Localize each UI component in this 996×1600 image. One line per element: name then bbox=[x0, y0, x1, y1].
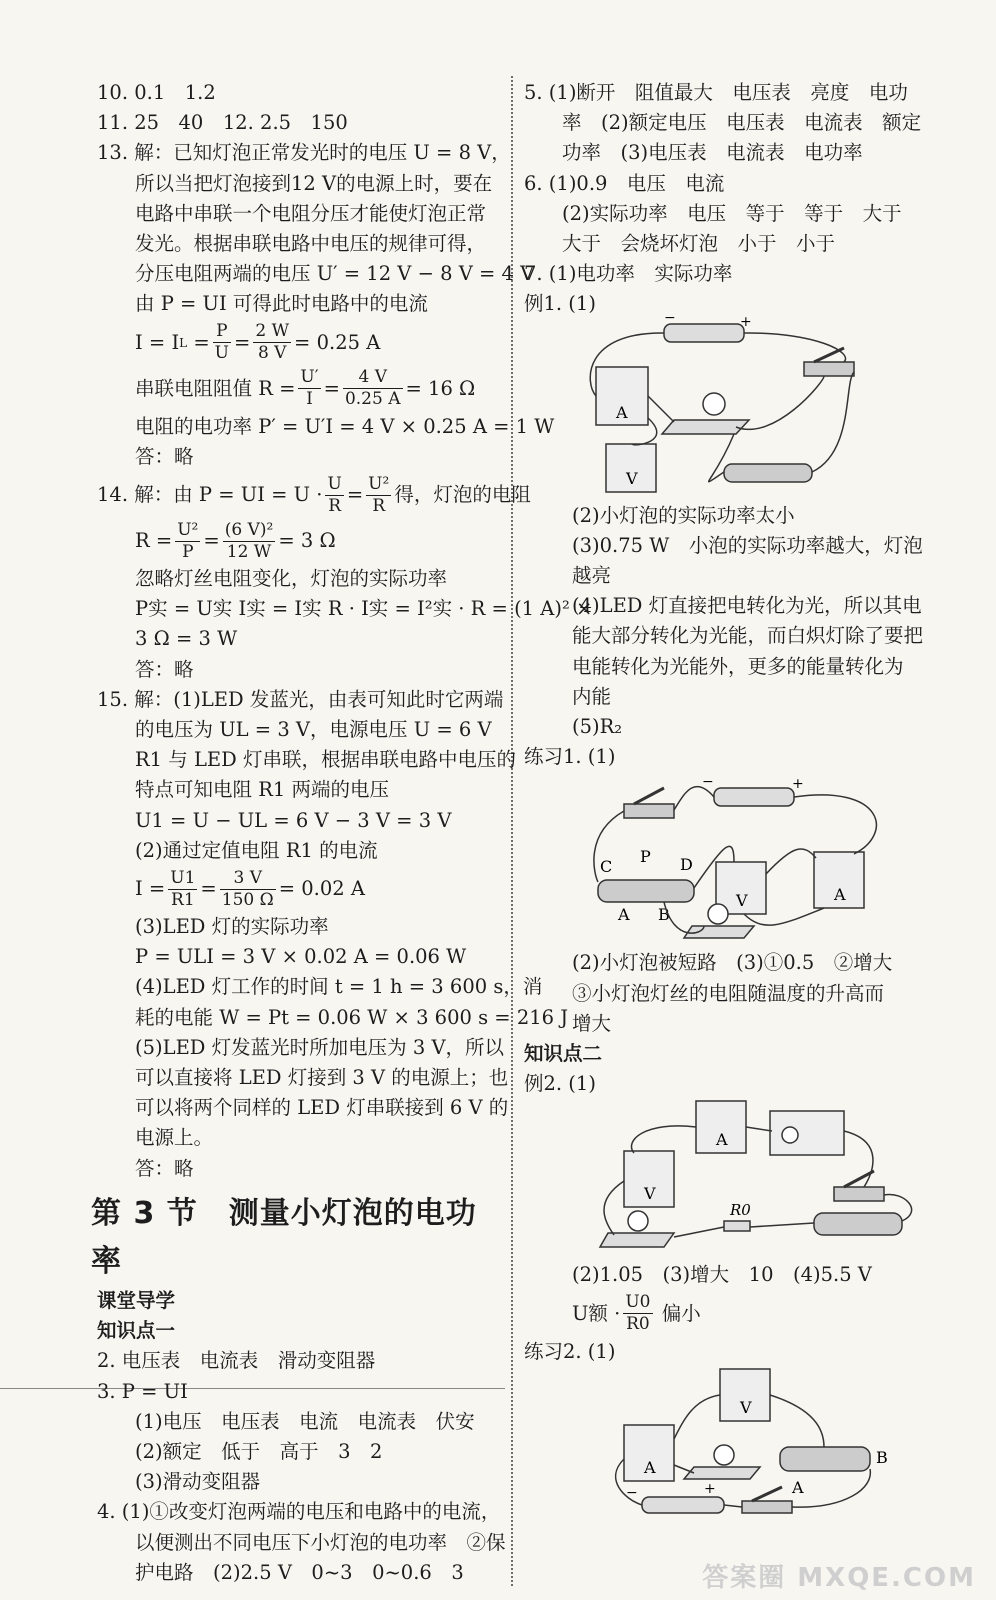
circuit-figure-practice-1 bbox=[524, 774, 949, 944]
fraction: U0 R0 bbox=[625, 1292, 651, 1335]
fraction: $\frac{\text{(6 V)²}}{12 W}$ bbox=[224, 519, 274, 562]
board-icon bbox=[662, 420, 749, 434]
example-1-answer-3: 越亮 bbox=[572, 564, 612, 588]
watermark-logo: 答案圈 MXQE.COM bbox=[702, 1563, 976, 1593]
switch-icon bbox=[804, 362, 854, 376]
column-divider bbox=[511, 76, 513, 1586]
practice-2-label: 练习2. (1) bbox=[524, 1339, 616, 1363]
terminal-a-label: A bbox=[792, 1477, 804, 1497]
terminal-plus-label: + bbox=[704, 1480, 716, 1497]
answer-15-line: 电源上。 bbox=[135, 1126, 214, 1150]
rheostat-icon bbox=[780, 1447, 870, 1471]
switch-lever-icon bbox=[634, 788, 664, 804]
answer-3-1: (1)电压 电压表 电流 电流表 伏安 bbox=[135, 1409, 475, 1433]
answer-15-line: 可以直接将 LED 灯接到 3 V 的电源上；也 bbox=[135, 1066, 509, 1090]
terminal-c-label: C bbox=[600, 857, 613, 877]
bulb-icon bbox=[708, 904, 728, 924]
circuit-figure-example-1 bbox=[524, 309, 949, 497]
answer-15-line: (4)LED 灯工作的时间 t = 1 h = 3 600 s，消 bbox=[135, 975, 543, 999]
answer-omitted: 答：略 bbox=[135, 444, 194, 468]
switch-lever-icon bbox=[752, 1487, 782, 1501]
circuit-diagram bbox=[524, 1369, 949, 1519]
example-1-answer-2: (2)小灯泡的实际功率太小 bbox=[572, 503, 795, 527]
answer-13-line: 电阻的电功率 P′ = U′I = 4 V × 0.25 A = 1 W bbox=[135, 414, 555, 438]
answer-15-line: 15. 解：(1)LED 发蓝光，由表可知此时它两端 bbox=[97, 687, 504, 711]
resistor-r0-label: R0 bbox=[730, 1201, 751, 1220]
rheostat-icon bbox=[724, 464, 812, 482]
example-1-answer-4: 电能转化为光能外，更多的能量转化为 bbox=[572, 654, 904, 678]
example-1-label: 例1. (1) bbox=[524, 292, 596, 316]
voltmeter-label: V bbox=[626, 468, 638, 488]
board-icon bbox=[684, 1467, 760, 1479]
answer-3-3: (3)滑动变阻器 bbox=[135, 1470, 261, 1494]
answer-omitted: 答：略 bbox=[135, 1156, 194, 1180]
subsection-classroom: 课堂导学 bbox=[97, 1288, 176, 1312]
board-icon bbox=[684, 926, 754, 938]
switch-icon bbox=[742, 1501, 792, 1513]
answer-7-line: 7. (1)电功率 实际功率 bbox=[524, 262, 733, 286]
fraction: P U bbox=[214, 321, 229, 364]
knowledge-point-2: 知识点二 bbox=[524, 1042, 603, 1066]
formula-bulb-resistance: R = $\frac{\text{U²}}{P}$ = $\frac{\text{(6 V)²}}{12 W}$ = 3 Ω bbox=[135, 519, 336, 562]
formula-current: I = I L = P U = $\frac{2 W}{8 V}$ = 0.25 A bbox=[135, 321, 381, 364]
terminal-minus-label: − bbox=[626, 1484, 638, 1501]
battery-icon bbox=[664, 324, 744, 342]
voltmeter-label: V bbox=[736, 891, 748, 911]
bulb-icon bbox=[628, 1211, 648, 1231]
resistor-icon bbox=[724, 1221, 750, 1231]
fraction: U R bbox=[327, 473, 342, 516]
answer-6-line: (2)实际功率 电压 等于 等于 大于 bbox=[562, 201, 902, 225]
fraction: $\frac{U1}{R1}$ bbox=[170, 867, 196, 910]
ammeter-label: A bbox=[644, 1457, 656, 1477]
fraction: $\frac{\text{U²}}{P}$ bbox=[177, 519, 199, 562]
answer-5-line: 功率 (3)电压表 电流表 电功率 bbox=[562, 141, 863, 165]
right-column bbox=[524, 78, 949, 1523]
knowledge-point-1: 知识点一 bbox=[97, 1319, 176, 1343]
knob-icon bbox=[782, 1127, 798, 1143]
answer-2: 2. 电压表 电流表 滑动变阻器 bbox=[97, 1349, 376, 1373]
answer-13-line: 所以当把灯泡接到12 V的电源上时，要在 bbox=[135, 171, 493, 195]
answer-15-line: (5)LED 灯发蓝光时所加电压为 3 V，所以 bbox=[135, 1035, 505, 1059]
answer-15-line: R1 与 LED 灯串联，根据串联电路中电压的 bbox=[135, 748, 517, 772]
answer-15-line: (3)LED 灯的实际功率 bbox=[135, 915, 329, 939]
example-2-answers: (2)1.05 (3)增大 10 (4)5.5 V bbox=[572, 1263, 872, 1287]
voltmeter-label: V bbox=[740, 1397, 752, 1417]
example-1-answer-4: 内能 bbox=[572, 684, 612, 708]
answer-6-line: 6. (1)0.9 电压 电流 bbox=[524, 171, 725, 195]
circuit-diagram bbox=[524, 774, 949, 944]
answer-14-line: P实 = U实 I实 = I实 R · I实 = I²实 · R = (1 A)² × bbox=[135, 597, 593, 621]
terminal-plus-label: + bbox=[792, 776, 804, 793]
answer-14-formula: 14. 解：由 P = UI = U · U R = U² R 得，灯泡的电阻 bbox=[97, 473, 531, 516]
answer-13-line: 由 P = UI 可得此时电路中的电流 bbox=[135, 292, 428, 316]
terminal-minus-label: − bbox=[702, 774, 714, 791]
answer-5-line: 5. (1)断开 阻值最大 电压表 亮度 电功 bbox=[524, 81, 908, 104]
terminal-d-label: D bbox=[680, 855, 693, 875]
terminal-a-label: A bbox=[618, 905, 630, 925]
answer-15-line: 可以将两个同样的 LED 灯串联接到 6 V 的 bbox=[135, 1096, 509, 1120]
terminal-b-label: B bbox=[876, 1447, 888, 1467]
fraction: $\frac{3 V}{150 \Omega}$ bbox=[221, 867, 274, 910]
answer-6-line: 大于 会烧坏灯泡 小于 小于 bbox=[562, 232, 836, 256]
answer-13-line: 发光。根据串联电路中电压的规律可得， bbox=[135, 232, 487, 256]
bulb-icon bbox=[703, 393, 725, 415]
example-1-answer-5: (5)R₂ bbox=[572, 715, 623, 739]
answer-4-line: 以便测出不同电压下小灯泡的电功率 ②保 bbox=[135, 1530, 506, 1554]
practice-1-answer-3: 增大 bbox=[572, 1011, 612, 1035]
answer-14-line: 忽略灯丝电阻变化，灯泡的实际功率 bbox=[135, 567, 448, 591]
rheostat-icon bbox=[814, 1213, 902, 1235]
switch-icon bbox=[624, 804, 674, 818]
ammeter-label: A bbox=[616, 402, 628, 422]
answer-13-line: 13. 解：已知灯泡正常发光时的电压 U = 8 V， bbox=[97, 141, 511, 165]
rheostat-icon bbox=[598, 880, 694, 902]
answer-4-line: 护电路 (2)2.5 V 0~3 0~0.6 3 bbox=[135, 1560, 464, 1584]
slider-p-label: P bbox=[640, 847, 651, 867]
answer-15-line: 的电压为 UL = 3 V，电源电压 U = 6 V bbox=[135, 718, 492, 742]
answer-10: 10. 0.1 1.2 bbox=[97, 81, 216, 104]
answer-15-line: 耗的电能 W = Pt = 0.06 W × 3 600 s = 216 J bbox=[135, 1005, 569, 1029]
formula-r1-current: I = $\frac{U1}{R1}$ = $\frac{3 V}{150 \Omega}$ = 0.02 A bbox=[135, 867, 365, 910]
example-1-answer-4: 能大部分转化为光能，而白炽灯除了要把 bbox=[572, 624, 924, 648]
board-icon bbox=[600, 1233, 674, 1247]
section-title: 第 3 节 测量小灯泡的电功率 bbox=[91, 1195, 477, 1279]
terminal-minus-label: − bbox=[664, 309, 676, 326]
power-supply-icon bbox=[770, 1111, 844, 1155]
ammeter-label: A bbox=[716, 1130, 728, 1150]
fraction: $\frac{2 W}{8 V}$ bbox=[255, 321, 290, 364]
fraction: $\frac{U'}{I}$ bbox=[300, 367, 319, 410]
example-1-answer-3: (3)0.75 W 小泡的实际功率越大，灯泡 bbox=[572, 533, 923, 557]
circuit-diagram bbox=[524, 309, 949, 497]
formula-resistance: 串联电阻阻值 R = $\frac{U'}{I}$ = $\frac{4 V}{0.25 A}$ = 16 Ω bbox=[135, 367, 476, 410]
answer-3-2: (2)额定 低于 高于 3 2 bbox=[135, 1439, 383, 1463]
switch-lever-icon bbox=[844, 1171, 874, 1187]
bulb-icon bbox=[714, 1445, 734, 1465]
answer-15-line: 特点可知电阻 R1 两端的电压 bbox=[135, 778, 389, 802]
practice-1-answer-3: ③小灯泡灯丝的电阻随温度的升高而 bbox=[572, 981, 885, 1005]
answer-15-line: P = ULI = 3 V × 0.02 A = 0.06 W bbox=[135, 945, 467, 969]
answer-11-12: 11. 25 40 12. 2.5 150 bbox=[97, 111, 348, 135]
terminal-b-label: B bbox=[658, 905, 670, 925]
terminal-plus-label: + bbox=[740, 313, 752, 330]
ammeter-label: A bbox=[834, 885, 846, 905]
practice-1-label: 练习1. (1) bbox=[524, 745, 616, 769]
example-1-answer-4: (4)LED 灯直接把电转化为光，所以其电 bbox=[572, 594, 922, 618]
answer-14-line: 3 Ω = 3 W bbox=[135, 627, 238, 651]
answer-4-line: 4. (1)①改变灯泡两端的电压和电路中的电流， bbox=[97, 1500, 501, 1524]
example-2-formula: U额 · U0 R0 偏小 bbox=[572, 1292, 701, 1335]
answer-3: 3. P = UI bbox=[97, 1379, 188, 1403]
switch-icon bbox=[834, 1187, 884, 1201]
battery-icon bbox=[642, 1497, 724, 1513]
answer-15-line: (2)通过定值电阻 R1 的电流 bbox=[135, 838, 378, 862]
circuit-diagram bbox=[524, 1101, 949, 1256]
battery-icon bbox=[714, 788, 794, 806]
answer-13-line: 分压电阻两端的电压 U′ = 12 V − 8 V = 4 V bbox=[135, 262, 535, 286]
circuit-figure-practice-2 bbox=[524, 1369, 949, 1519]
fraction: $\frac{4 V}{0.25 A}$ bbox=[344, 367, 401, 410]
example-2-label: 例2. (1) bbox=[524, 1072, 596, 1096]
fraction: U² R bbox=[368, 473, 390, 516]
answer-13-line: 电路中串联一个电阻分压才能使灯泡正常 bbox=[135, 201, 487, 225]
answer-5-line: 率 (2)额定电压 电压表 电流表 额定 bbox=[562, 111, 922, 135]
voltmeter-label: V bbox=[644, 1184, 656, 1204]
circuit-figure-example-2 bbox=[524, 1101, 949, 1256]
answer-15-line: U1 = U − UL = 6 V − 3 V = 3 V bbox=[135, 808, 452, 832]
answer-omitted: 答：略 bbox=[135, 657, 194, 681]
practice-1-answer-2: (2)小灯泡被短路 (3)①0.5 ②增大 bbox=[572, 951, 893, 975]
